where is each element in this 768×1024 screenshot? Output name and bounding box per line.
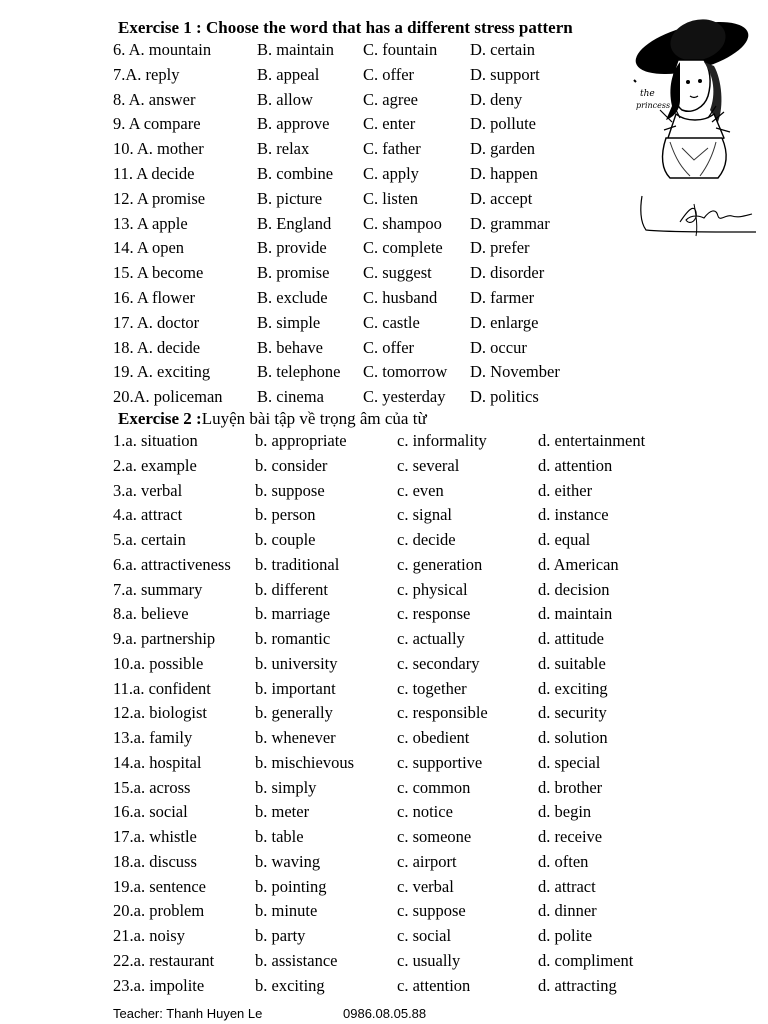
option-b: B. exclude xyxy=(257,288,328,307)
option-d: d. attracting xyxy=(538,975,617,995)
option-d: d. receive xyxy=(538,827,603,846)
option-c: C. agree xyxy=(363,89,418,109)
option-c: c. decide xyxy=(397,530,456,549)
option-c: c. together xyxy=(397,678,467,698)
option-d: D. happen xyxy=(470,164,538,183)
option-d: D. November xyxy=(470,362,560,382)
option-d: D. certain xyxy=(470,40,536,59)
option-b: b. pointing xyxy=(255,876,327,896)
option-d: D. support xyxy=(470,64,540,84)
option-c: c. supportive xyxy=(397,752,483,772)
option-a: 16. A flower xyxy=(113,288,196,307)
option-b: B. picture xyxy=(257,188,323,208)
option-a: 7.a. summary xyxy=(113,579,203,599)
option-d: d. either xyxy=(538,480,593,500)
option-a: 14.a. hospital xyxy=(113,752,202,772)
option-b: b. table xyxy=(255,827,304,846)
option-c: C. father xyxy=(363,139,421,159)
option-b: B. approve xyxy=(257,114,330,134)
option-c: c. usually xyxy=(397,950,461,970)
option-a: 23.a. impolite xyxy=(113,975,205,995)
princess-illustration xyxy=(620,10,760,180)
option-a: 16.a. social xyxy=(113,802,188,822)
option-d: d. suitable xyxy=(538,653,606,673)
option-a: 4.a. attract xyxy=(113,505,183,525)
option-d: D. enlarge xyxy=(470,312,539,332)
option-a: 18.a. discuss xyxy=(113,851,197,871)
option-a: 18. A. decide xyxy=(113,337,201,357)
option-a: 6. A. mountain xyxy=(113,40,212,59)
option-c: c. physical xyxy=(397,579,468,599)
option-a: 17.a. whistle xyxy=(113,827,197,846)
option-c: c. response xyxy=(397,604,471,624)
option-d: D. occur xyxy=(470,337,527,357)
option-b: B. behave xyxy=(257,337,323,357)
option-d: d. security xyxy=(538,703,607,723)
option-d: D. accept xyxy=(470,188,533,208)
option-d: d. special xyxy=(538,752,601,772)
option-c: C. suggest xyxy=(363,263,432,283)
option-c: C. tomorrow xyxy=(363,362,448,382)
option-d: D. politics xyxy=(470,387,539,407)
option-d: d. entertainment xyxy=(538,431,646,450)
option-d: d. decision xyxy=(538,579,610,599)
option-a: 1.a. situation xyxy=(113,431,198,450)
option-a: 9.a. partnership xyxy=(113,629,216,648)
option-c: C. castle xyxy=(363,312,420,332)
option-d: d. American xyxy=(538,554,619,574)
option-c: c. suppose xyxy=(397,901,466,921)
option-b: b. assistance xyxy=(255,950,338,970)
option-c: C. apply xyxy=(363,164,419,183)
option-c: c. signal xyxy=(397,505,452,525)
option-c: c. generation xyxy=(397,554,483,574)
option-b: b. suppose xyxy=(255,480,325,500)
option-d: d. compliment xyxy=(538,950,634,970)
option-b: b. waving xyxy=(255,851,321,871)
option-b: B. telephone xyxy=(257,362,341,382)
option-c: c. notice xyxy=(397,802,453,822)
option-d: d. brother xyxy=(538,777,603,797)
option-c: c. airport xyxy=(397,851,457,871)
option-b: B. cinema xyxy=(257,387,324,407)
option-c: C. husband xyxy=(363,288,438,307)
option-a: 7.A. reply xyxy=(113,64,180,84)
option-b: b. exciting xyxy=(255,975,325,995)
option-c: C. yesterday xyxy=(363,387,446,407)
option-a: 5.a. certain xyxy=(113,530,186,549)
option-c: c. responsible xyxy=(397,703,488,723)
option-a: 10. A. mother xyxy=(113,139,204,159)
option-c: c. obedient xyxy=(397,728,470,747)
option-c: c. secondary xyxy=(397,653,480,673)
signature-scribble xyxy=(636,192,760,238)
option-d: d. often xyxy=(538,851,589,871)
option-d: d. exciting xyxy=(538,678,608,698)
exercise2-subtitle: Luyện bài tập về trọng âm của từ xyxy=(201,409,427,428)
option-b: B. simple xyxy=(257,312,321,332)
option-b: b. simply xyxy=(255,777,317,797)
option-d: d. attitude xyxy=(538,629,604,648)
option-b: b. consider xyxy=(255,455,328,475)
option-c: C. offer xyxy=(363,64,415,84)
option-b: B. relax xyxy=(257,139,310,159)
option-c: c. verbal xyxy=(397,876,454,896)
option-b: B. appeal xyxy=(257,64,320,84)
option-d: D. disorder xyxy=(470,263,545,283)
option-d: d. solution xyxy=(538,728,608,747)
option-b: B. combine xyxy=(257,164,334,183)
option-c: c. attention xyxy=(397,975,471,995)
option-a: 17. A. doctor xyxy=(113,312,200,332)
option-c: c. even xyxy=(397,480,444,500)
illustration-caption-the: the xyxy=(640,89,655,99)
option-b: B. England xyxy=(257,213,332,233)
option-d: d. attention xyxy=(538,455,613,475)
option-b: b. whenever xyxy=(255,728,336,747)
option-c: c. someone xyxy=(397,827,472,846)
option-a: 10.a. possible xyxy=(113,653,204,673)
option-d: d. instance xyxy=(538,505,609,525)
option-a: 12.a. biologist xyxy=(113,703,207,723)
option-c: c. informality xyxy=(397,431,487,450)
option-d: d. begin xyxy=(538,802,592,822)
option-b: b. generally xyxy=(255,703,333,723)
option-a: 11. A decide xyxy=(113,164,195,183)
option-a: 13. A apple xyxy=(113,213,188,233)
option-a: 9. A compare xyxy=(113,114,201,134)
option-c: C. fountain xyxy=(363,40,438,59)
exercise2-title: Exercise 2 : xyxy=(118,409,202,428)
footer-phone: 0986.08.05.88 xyxy=(343,1006,427,1021)
option-a: 14. A open xyxy=(113,238,185,258)
option-a: 6.a. attractiveness xyxy=(113,554,231,574)
option-b: b. couple xyxy=(255,530,316,549)
option-c: C. complete xyxy=(363,238,443,258)
option-b: b. party xyxy=(255,926,306,945)
option-b: b. mischievous xyxy=(255,752,354,772)
option-a: 2.a. example xyxy=(113,455,197,475)
option-a: 19. A. exciting xyxy=(113,362,211,382)
option-d: d. attract xyxy=(538,876,596,896)
option-c: C. shampoo xyxy=(363,213,442,233)
option-d: d. equal xyxy=(538,530,591,549)
option-d: d. maintain xyxy=(538,604,613,624)
option-c: c. social xyxy=(397,926,452,945)
option-b: b. marriage xyxy=(255,604,331,624)
option-b: b. meter xyxy=(255,802,310,822)
option-b: b. different xyxy=(255,579,329,599)
option-d: D. grammar xyxy=(470,213,550,233)
option-b: B. provide xyxy=(257,238,327,258)
option-c: c. common xyxy=(397,777,471,797)
option-a: 20.A. policeman xyxy=(113,387,223,407)
option-b: b. important xyxy=(255,678,336,698)
option-b: b. university xyxy=(255,653,338,673)
option-d: D. garden xyxy=(470,139,536,159)
option-b: B. maintain xyxy=(257,40,334,59)
footer-teacher: Teacher: Thanh Huyen Le xyxy=(113,1006,263,1021)
illustration-caption-princess: princess xyxy=(636,101,671,110)
option-b: b. romantic xyxy=(255,629,331,648)
option-a: 8.a. believe xyxy=(113,604,189,624)
option-a: 21.a. noisy xyxy=(113,926,185,945)
option-c: C. offer xyxy=(363,337,415,357)
option-a: 20.a. problem xyxy=(113,901,205,921)
option-d: d. dinner xyxy=(538,901,597,921)
exercise1-title: Exercise 1 : Choose the word that has a different stress pattern xyxy=(118,18,573,37)
option-b: b. traditional xyxy=(255,554,340,574)
option-c: C. enter xyxy=(363,114,416,134)
option-a: 15.a. across xyxy=(113,777,191,797)
option-b: b. person xyxy=(255,505,316,525)
option-b: B. allow xyxy=(257,89,313,109)
option-c: c. actually xyxy=(397,629,465,648)
option-c: c. several xyxy=(397,455,460,475)
option-c: C. listen xyxy=(363,188,419,208)
option-d: D. farmer xyxy=(470,288,535,307)
option-a: 3.a. verbal xyxy=(113,480,183,500)
option-a: 15. A become xyxy=(113,263,204,283)
option-b: B. promise xyxy=(257,263,330,283)
option-a: 22.a. restaurant xyxy=(113,950,215,970)
option-b: b. appropriate xyxy=(255,431,347,450)
option-d: d. polite xyxy=(538,926,593,945)
option-a: 13.a. family xyxy=(113,728,193,747)
option-d: D. prefer xyxy=(470,238,530,258)
option-a: 12. A promise xyxy=(113,188,206,208)
option-b: b. minute xyxy=(255,901,318,921)
option-d: D. deny xyxy=(470,89,523,109)
option-d: D. pollute xyxy=(470,114,536,134)
option-a: 19.a. sentence xyxy=(113,876,206,896)
exercise2-heading xyxy=(118,409,427,429)
option-a: 11.a. confident xyxy=(113,678,211,698)
option-a: 8. A. answer xyxy=(113,89,196,109)
exercise1-heading xyxy=(118,18,573,38)
